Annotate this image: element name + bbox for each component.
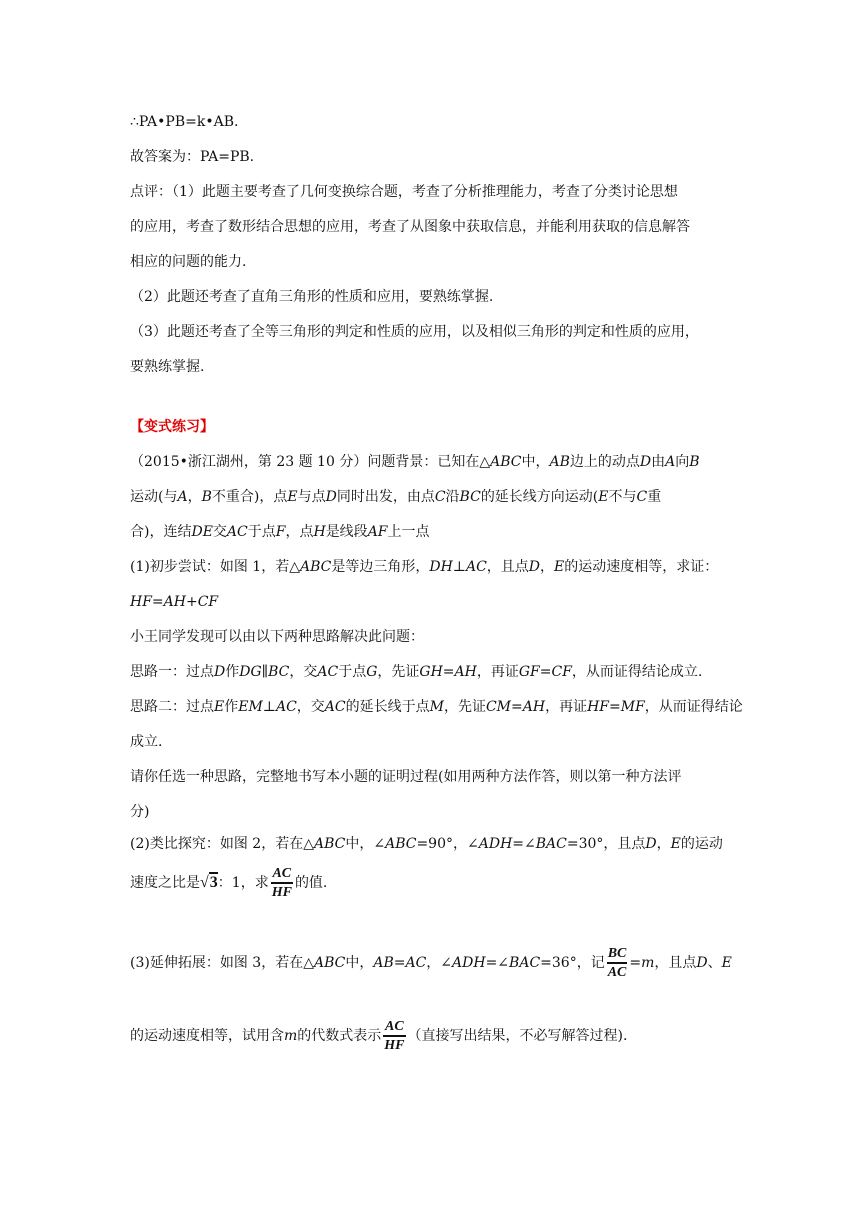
fraction-ac-over-hf-2: $\frac{AC}{HF}$: [384, 1019, 405, 1053]
approach-1-line: 思路一：过点D作DG∥BC，交AC于点G，先证GH=AH，再证GF=CF，从而证得结论成立.: [130, 664, 703, 680]
sqrt-expression: √3: [200, 874, 218, 891]
fraction-ac-over-hf: $\frac{AC}{HF}$: [271, 866, 292, 900]
question-3-line-1: (3)延伸拓展：如图 3，若在△ABC中，AB=AC，∠ADH=∠BAC=36°，记 $\frac{BC}{AC}$ =m，且点D、E: [130, 946, 732, 980]
question-2-line-2: 速度之比是√3：1，求 $\frac{AC}{HF}$ 的值.: [130, 866, 328, 900]
instruction-line-1: 请你任选一种思路，完整地书写本小题的证明过程(如用两种方法作答，则以第一种方法评: [130, 769, 682, 785]
question-1-line-2: HF=AH+CF: [130, 594, 219, 610]
comment-line-2: 的应用，考查了数形结合思想的应用，考查了从图象中获取信息，并能利用获取的信息解答: [130, 219, 690, 235]
problem-line-1: （2015•浙江湖州，第 23 题 10 分）问题背景：已知在△ABC中，AB边上的动点D由A向B: [130, 454, 700, 470]
instruction-line-2: 分): [130, 804, 150, 820]
approach-2-line-2: 成立.: [130, 734, 163, 750]
question-1-line-1: (1)初步尝试：如图 1，若△ABC是等边三角形，DH⊥AC，且点D，E的运动速度相等，求证：: [130, 559, 719, 575]
fraction-bc-over-ac: $\frac{BC}{AC}$: [607, 946, 627, 980]
section-heading: 【变式练习】: [130, 419, 214, 435]
comment-line-3: 相应的问题的能力.: [130, 254, 247, 270]
answer-line: 故答案为：PA=PB.: [130, 149, 255, 165]
comment-line-5: （3）此题还考查了全等三角形的判定和性质的应用，以及相似三角形的判定和性质的应用，: [130, 324, 699, 340]
approach-2-line-1: 思路二：过点E作EM⊥AC，交AC的延长线于点M，先证CM=AH，再证HF=MF，从而证得结论: [130, 699, 743, 715]
comment-line-4: （2）此题还考查了直角三角形的性质和应用，要熟练掌握.: [130, 289, 494, 305]
comment-line-6: 要熟练掌握.: [130, 359, 205, 375]
hint-intro-line: 小王同学发现可以由以下两种思路解决此问题：: [130, 629, 424, 645]
conclusion-line: ∴PA•PB=k•AB.: [130, 114, 239, 130]
comment-line-1: 点评：（1）此题主要考查了几何变换综合题，考查了分析推理能力，考查了分类讨论思想: [130, 184, 678, 200]
problem-line-2: 运动(与A，B不重合)，点E与点D同时出发，由点C沿BC的延长线方向运动(E不与C重: [130, 489, 662, 505]
question-2-line-1: (2)类比探究：如图 2，若在△ABC中，∠ABC=90°，∠ADH=∠BAC=30°，且点D，E的运动: [130, 836, 723, 852]
question-3-line-2: 的运动速度相等，试用含m的代数式表示 $\frac{AC}{HF}$ （直接写出结果，不必写解答过程).: [130, 1019, 628, 1053]
problem-line-3: 合)，连结DE交AC于点F，点H是线段AF上一点: [130, 524, 430, 540]
